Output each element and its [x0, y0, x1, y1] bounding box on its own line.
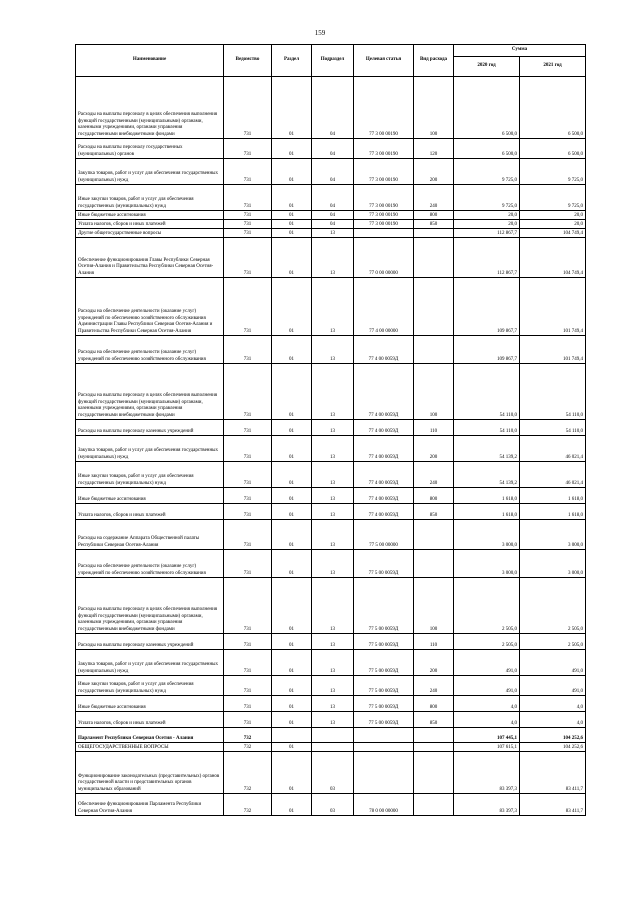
- cell-section: 01: [272, 336, 312, 364]
- cell-expense-type: 240: [414, 185, 454, 211]
- cell-expense-type: [414, 336, 454, 364]
- cell-subsection: 04: [312, 139, 354, 159]
- cell-sum-2020: 54 110,0: [454, 364, 520, 420]
- cell-target-item: 77 4 00 0059Д: [354, 488, 414, 504]
- cell-target-item: 77 4 00 0059Д: [354, 336, 414, 364]
- cell-name: Расходы на выплаты персоналу государственных (муниципальных) органов: [76, 139, 224, 159]
- cell-sum-2021: 491,0: [520, 676, 586, 696]
- cell-sum-2021: 46 021,4: [520, 436, 586, 462]
- cell-target-item: 77 5 00 0059Д: [354, 578, 414, 634]
- table-row: [76, 752, 586, 794]
- table-row: [76, 712, 586, 728]
- cell-section: 01: [272, 634, 312, 650]
- cell-sum-2020: 107 615,1: [454, 743, 520, 752]
- cell-sum-2020: 54 110,0: [454, 420, 520, 436]
- header-target-item: Целевая статья: [354, 45, 414, 77]
- header-name: Наименование: [76, 45, 224, 77]
- cell-target-item: 77 3 00 00190: [354, 139, 414, 159]
- cell-section: 01: [272, 420, 312, 436]
- cell-expense-type: 240: [414, 462, 454, 488]
- cell-sum-2021: 6 500,0: [520, 139, 586, 159]
- cell-sum-2021: 3 000,0: [520, 550, 586, 578]
- cell-expense-type: 200: [414, 650, 454, 676]
- cell-subsection: 13: [312, 436, 354, 462]
- cell-department: 731: [224, 159, 272, 185]
- cell-department: 732: [224, 728, 272, 743]
- cell-sum-2020: 9 725,0: [454, 185, 520, 211]
- cell-department: 732: [224, 752, 272, 794]
- cell-sum-2021: 6 500,0: [520, 77, 586, 139]
- cell-sum-2021: 3 000,0: [520, 520, 586, 550]
- cell-section: 01: [272, 436, 312, 462]
- cell-target-item: 78 0 00 00000: [354, 794, 414, 816]
- cell-department: 731: [224, 634, 272, 650]
- cell-department: 731: [224, 278, 272, 336]
- cell-sum-2021: 54 110,0: [520, 420, 586, 436]
- cell-target-item: 77 5 00 0059Д: [354, 650, 414, 676]
- cell-name: Другие общегосударственные вопросы: [76, 229, 224, 238]
- table-row: [76, 676, 586, 696]
- cell-sum-2020: 4,0: [454, 712, 520, 728]
- cell-sum-2020: 1 618,0: [454, 504, 520, 520]
- cell-department: 731: [224, 462, 272, 488]
- cell-expense-type: 110: [414, 634, 454, 650]
- cell-sum-2021: 46 021,4: [520, 462, 586, 488]
- cell-section: 01: [272, 578, 312, 634]
- cell-section: 01: [272, 696, 312, 712]
- cell-expense-type: 240: [414, 676, 454, 696]
- cell-target-item: [354, 752, 414, 794]
- cell-subsection: 13: [312, 278, 354, 336]
- cell-target-item: 77 4 00 0059Д: [354, 420, 414, 436]
- budget-table: [75, 44, 586, 816]
- cell-name: Обеспечение функционирования Главы Республики Северная Осетия-Алания и Правительства Республики Северная Осетия-Алания: [76, 238, 224, 278]
- cell-subsection: 13: [312, 550, 354, 578]
- header-subsection: Подраздел: [312, 45, 354, 77]
- cell-sum-2021: 101 749,4: [520, 278, 586, 336]
- cell-sum-2020: 491,0: [454, 676, 520, 696]
- cell-department: 732: [224, 794, 272, 816]
- cell-expense-type: 100: [414, 578, 454, 634]
- cell-expense-type: [414, 794, 454, 816]
- table-row: [76, 211, 586, 220]
- cell-name: Закупка товаров, работ и услуг для обеспечения государственных (муниципальных) нужд: [76, 436, 224, 462]
- cell-target-item: 77 5 00 0059Д: [354, 712, 414, 728]
- cell-sum-2020: 9 725,0: [454, 159, 520, 185]
- cell-department: 731: [224, 696, 272, 712]
- cell-sum-2020: 2 505,0: [454, 578, 520, 634]
- header-sum: Сумма: [454, 45, 586, 57]
- cell-subsection: [312, 728, 354, 743]
- cell-subsection: 04: [312, 159, 354, 185]
- cell-target-item: [354, 728, 414, 743]
- cell-section: 01: [272, 550, 312, 578]
- cell-section: 01: [272, 220, 312, 229]
- cell-subsection: 13: [312, 462, 354, 488]
- cell-sum-2020: 2 505,0: [454, 634, 520, 650]
- cell-section: 01: [272, 159, 312, 185]
- table-row: [76, 238, 586, 278]
- cell-target-item: 77 5 00 00000: [354, 520, 414, 550]
- table-row: [76, 794, 586, 816]
- cell-name: Расходы на выплаты персоналу в целях обеспечения выполнения функций государственными (муниципальными) органами, казенными учреждениями, органами управления государственными внебюджетными фондами: [76, 77, 224, 139]
- cell-subsection: 13: [312, 488, 354, 504]
- table-row: [76, 159, 586, 185]
- cell-target-item: 77 5 00 0059Д: [354, 676, 414, 696]
- table-row: [76, 488, 586, 504]
- cell-sum-2021: 9 725,0: [520, 185, 586, 211]
- cell-sum-2020: 107 445,1: [454, 728, 520, 743]
- cell-name: Расходы на выплаты персоналу казенных учреждений: [76, 634, 224, 650]
- cell-target-item: 77 0 00 00000: [354, 238, 414, 278]
- cell-subsection: 04: [312, 185, 354, 211]
- cell-sum-2020: 54 139,2: [454, 436, 520, 462]
- table-row: [76, 462, 586, 488]
- cell-subsection: 04: [312, 220, 354, 229]
- cell-expense-type: 200: [414, 159, 454, 185]
- cell-sum-2020: 83 397,3: [454, 752, 520, 794]
- cell-expense-type: [414, 520, 454, 550]
- cell-expense-type: 110: [414, 420, 454, 436]
- cell-expense-type: [414, 550, 454, 578]
- cell-sum-2021: 1 618,0: [520, 504, 586, 520]
- cell-expense-type: 850: [414, 220, 454, 229]
- cell-sum-2021: 54 110,0: [520, 364, 586, 420]
- table-row: [76, 185, 586, 211]
- cell-target-item: 77 3 00 00190: [354, 220, 414, 229]
- cell-name: Иные бюджетные ассигнования: [76, 211, 224, 220]
- cell-name: Функционирование законодательных (представительных) органов государственной власти и представительных органов муниципальных образований: [76, 752, 224, 794]
- table-row: [76, 364, 586, 420]
- cell-section: 01: [272, 238, 312, 278]
- cell-department: 731: [224, 185, 272, 211]
- cell-subsection: 13: [312, 578, 354, 634]
- cell-expense-type: 200: [414, 436, 454, 462]
- cell-name: Парламент Республики Северная Осетия - Алания: [76, 728, 224, 743]
- cell-expense-type: 850: [414, 712, 454, 728]
- table-row: [76, 278, 586, 336]
- cell-name: Расходы на обеспечение деятельности (оказание услуг) учреждений по обеспечению хозяйственного обслуживания Администрации Главы Республики Северная Осетия-Алания и Правительства Республики Северная Осетия-Алания: [76, 278, 224, 336]
- cell-name: Расходы на выплаты персоналу казенных учреждений: [76, 420, 224, 436]
- table-row: [76, 578, 586, 634]
- cell-target-item: 77 3 00 00190: [354, 211, 414, 220]
- cell-sum-2021: 4,0: [520, 696, 586, 712]
- cell-section: 01: [272, 794, 312, 816]
- table-body: [76, 77, 586, 816]
- cell-section: 01: [272, 77, 312, 139]
- cell-sum-2020: 20,0: [454, 211, 520, 220]
- cell-department: 731: [224, 229, 272, 238]
- cell-department: 731: [224, 676, 272, 696]
- cell-department: 731: [224, 520, 272, 550]
- header-expense-type: Вид расхода: [414, 45, 454, 77]
- cell-department: 731: [224, 578, 272, 634]
- cell-section: 01: [272, 229, 312, 238]
- cell-expense-type: 850: [414, 504, 454, 520]
- table-row: [76, 77, 586, 139]
- cell-target-item: 77 3 00 00190: [354, 185, 414, 211]
- cell-expense-type: 800: [414, 696, 454, 712]
- cell-department: 731: [224, 238, 272, 278]
- cell-sum-2020: 491,0: [454, 650, 520, 676]
- cell-name: Расходы на обеспечение деятельности (оказание услуг) учреждений по обеспечению хозяйственного обслуживания: [76, 336, 224, 364]
- cell-sum-2021: 104 252,6: [520, 728, 586, 743]
- table-row: [76, 520, 586, 550]
- cell-target-item: 77 3 00 00190: [354, 77, 414, 139]
- table-row: [76, 220, 586, 229]
- cell-sum-2021: 4,0: [520, 712, 586, 728]
- cell-section: 01: [272, 504, 312, 520]
- cell-sum-2021: 104 749,4: [520, 229, 586, 238]
- cell-target-item: 77 5 00 0059Д: [354, 550, 414, 578]
- cell-subsection: [312, 743, 354, 752]
- cell-department: 731: [224, 504, 272, 520]
- cell-expense-type: 800: [414, 211, 454, 220]
- cell-section: 01: [272, 139, 312, 159]
- cell-sum-2021: 83 411,7: [520, 752, 586, 794]
- table-row: [76, 550, 586, 578]
- cell-sum-2020: 54 139,2: [454, 462, 520, 488]
- cell-section: 01: [272, 211, 312, 220]
- cell-target-item: 77 4 00 0059Д: [354, 462, 414, 488]
- cell-sum-2020: 109 867,7: [454, 336, 520, 364]
- cell-subsection: 03: [312, 794, 354, 816]
- cell-name: Расходы на содержание Аппарата Общественной палаты Республики Северная Осетия-Алания: [76, 520, 224, 550]
- cell-department: 731: [224, 211, 272, 220]
- table-row: [76, 229, 586, 238]
- cell-expense-type: 800: [414, 488, 454, 504]
- cell-sum-2020: 6 500,0: [454, 77, 520, 139]
- cell-name: Иные закупки товаров, работ и услуг для обеспечения государственных (муниципальных) нужд: [76, 185, 224, 211]
- header-section: Раздел: [272, 45, 312, 77]
- cell-sum-2020: 4,0: [454, 696, 520, 712]
- cell-department: 731: [224, 436, 272, 462]
- header-department: Ведомство: [224, 45, 272, 77]
- cell-department: 731: [224, 420, 272, 436]
- cell-target-item: 77 4 00 00000: [354, 278, 414, 336]
- cell-name: Уплата налогов, сборов и иных платежей: [76, 712, 224, 728]
- table-row: [76, 743, 586, 752]
- cell-section: 01: [272, 488, 312, 504]
- cell-target-item: 77 4 00 0059Д: [354, 436, 414, 462]
- cell-sum-2021: 20,0: [520, 220, 586, 229]
- cell-sum-2021: 83 411,7: [520, 794, 586, 816]
- cell-sum-2021: 2 505,0: [520, 634, 586, 650]
- table-header: [76, 45, 586, 77]
- cell-subsection: 04: [312, 77, 354, 139]
- cell-name: Иные бюджетные ассигнования: [76, 488, 224, 504]
- cell-sum-2020: 83 397,3: [454, 794, 520, 816]
- cell-sum-2021: 101 749,4: [520, 336, 586, 364]
- cell-target-item: 77 4 00 0059Д: [354, 364, 414, 420]
- cell-sum-2021: 491,0: [520, 650, 586, 676]
- cell-section: 01: [272, 278, 312, 336]
- cell-sum-2020: 112 867,7: [454, 238, 520, 278]
- cell-target-item: 77 5 00 0059Д: [354, 634, 414, 650]
- cell-target-item: [354, 743, 414, 752]
- table-row: [76, 634, 586, 650]
- cell-section: 01: [272, 752, 312, 794]
- cell-subsection: 13: [312, 229, 354, 238]
- cell-subsection: 13: [312, 420, 354, 436]
- cell-sum-2021: 104 252,6: [520, 743, 586, 752]
- cell-section: 01: [272, 185, 312, 211]
- cell-subsection: 13: [312, 676, 354, 696]
- cell-name: Расходы на выплаты персоналу в целях обеспечения выполнения функций государственными (муниципальными) органами, казенными учреждениями, органами управления государственными внебюджетными фондами: [76, 364, 224, 420]
- cell-department: 731: [224, 336, 272, 364]
- cell-subsection: 13: [312, 504, 354, 520]
- cell-subsection: 04: [312, 211, 354, 220]
- cell-department: 731: [224, 220, 272, 229]
- cell-expense-type: [414, 229, 454, 238]
- cell-expense-type: [414, 728, 454, 743]
- cell-subsection: 13: [312, 650, 354, 676]
- cell-section: 01: [272, 462, 312, 488]
- cell-department: 731: [224, 364, 272, 420]
- cell-name: Иные закупки товаров, работ и услуг для обеспечения государственных (муниципальных) нужд: [76, 676, 224, 696]
- cell-sum-2020: 3 000,0: [454, 550, 520, 578]
- cell-subsection: 13: [312, 364, 354, 420]
- cell-subsection: 13: [312, 336, 354, 364]
- cell-expense-type: [414, 238, 454, 278]
- cell-name: Иные бюджетные ассигнования: [76, 696, 224, 712]
- cell-sum-2021: 104 749,4: [520, 238, 586, 278]
- cell-sum-2020: 6 500,0: [454, 139, 520, 159]
- cell-sum-2021: 1 618,0: [520, 488, 586, 504]
- table-row: [76, 336, 586, 364]
- cell-sum-2020: 1 618,0: [454, 488, 520, 504]
- cell-name: Уплата налогов, сборов и иных платежей: [76, 220, 224, 229]
- header-year-2020: 2020 год: [454, 57, 520, 77]
- cell-name: Иные закупки товаров, работ и услуг для обеспечения государственных (муниципальных) нужд: [76, 462, 224, 488]
- cell-expense-type: [414, 743, 454, 752]
- table-row: [76, 728, 586, 743]
- cell-section: [272, 728, 312, 743]
- table-row: [76, 436, 586, 462]
- cell-section: 01: [272, 743, 312, 752]
- cell-expense-type: [414, 752, 454, 794]
- cell-name: Закупка товаров, работ и услуг для обеспечения государственных (муниципальных) нужд: [76, 159, 224, 185]
- cell-department: 731: [224, 550, 272, 578]
- cell-department: 731: [224, 77, 272, 139]
- cell-subsection: 13: [312, 696, 354, 712]
- cell-expense-type: 120: [414, 139, 454, 159]
- cell-name: Уплата налогов, сборов и иных платежей: [76, 504, 224, 520]
- cell-department: 731: [224, 650, 272, 676]
- cell-department: 731: [224, 488, 272, 504]
- cell-department: 731: [224, 139, 272, 159]
- table-row: [76, 420, 586, 436]
- cell-sum-2021: 9 725,0: [520, 159, 586, 185]
- cell-sum-2020: 20,0: [454, 220, 520, 229]
- cell-name: ОБЩЕГОСУДАРСТВЕННЫЕ ВОПРОСЫ: [76, 743, 224, 752]
- cell-sum-2021: 2 505,0: [520, 578, 586, 634]
- cell-section: 01: [272, 520, 312, 550]
- cell-section: 01: [272, 364, 312, 420]
- cell-target-item: 77 3 00 00190: [354, 159, 414, 185]
- header-year-2021: 2021 год: [520, 57, 586, 77]
- cell-department: 732: [224, 743, 272, 752]
- cell-subsection: 13: [312, 634, 354, 650]
- table-row: [76, 139, 586, 159]
- cell-sum-2020: 112 867,7: [454, 229, 520, 238]
- page-number: 159: [314, 29, 326, 37]
- cell-expense-type: 100: [414, 77, 454, 139]
- cell-name: Расходы на обеспечение деятельности (оказание услуг) учреждений по обеспечению хозяйственного обслуживания: [76, 550, 224, 578]
- cell-expense-type: 100: [414, 364, 454, 420]
- cell-department: 731: [224, 712, 272, 728]
- cell-name: Расходы на выплаты персоналу в целях обеспечения выполнения функций государственными (муниципальными) органами, казенными учреждениями, органами управления государственными внебюджетными фондами: [76, 578, 224, 634]
- cell-subsection: 03: [312, 752, 354, 794]
- cell-target-item: 77 5 00 0059Д: [354, 696, 414, 712]
- cell-target-item: [354, 229, 414, 238]
- cell-name: Закупка товаров, работ и услуг для обеспечения государственных (муниципальных) нужд: [76, 650, 224, 676]
- cell-expense-type: [414, 278, 454, 336]
- cell-sum-2020: 3 000,0: [454, 520, 520, 550]
- cell-sum-2021: 20,0: [520, 211, 586, 220]
- table-row: [76, 650, 586, 676]
- cell-section: 01: [272, 676, 312, 696]
- table-row: [76, 696, 586, 712]
- table-row: [76, 504, 586, 520]
- cell-subsection: 13: [312, 238, 354, 278]
- cell-subsection: 13: [312, 520, 354, 550]
- cell-name: Обеспечение функционирования Парламента Республики Северная Осетия-Алания: [76, 794, 224, 816]
- cell-section: 01: [272, 712, 312, 728]
- cell-section: 01: [272, 650, 312, 676]
- cell-subsection: 13: [312, 712, 354, 728]
- cell-sum-2020: 109 867,7: [454, 278, 520, 336]
- cell-target-item: 77 4 00 0059Д: [354, 504, 414, 520]
